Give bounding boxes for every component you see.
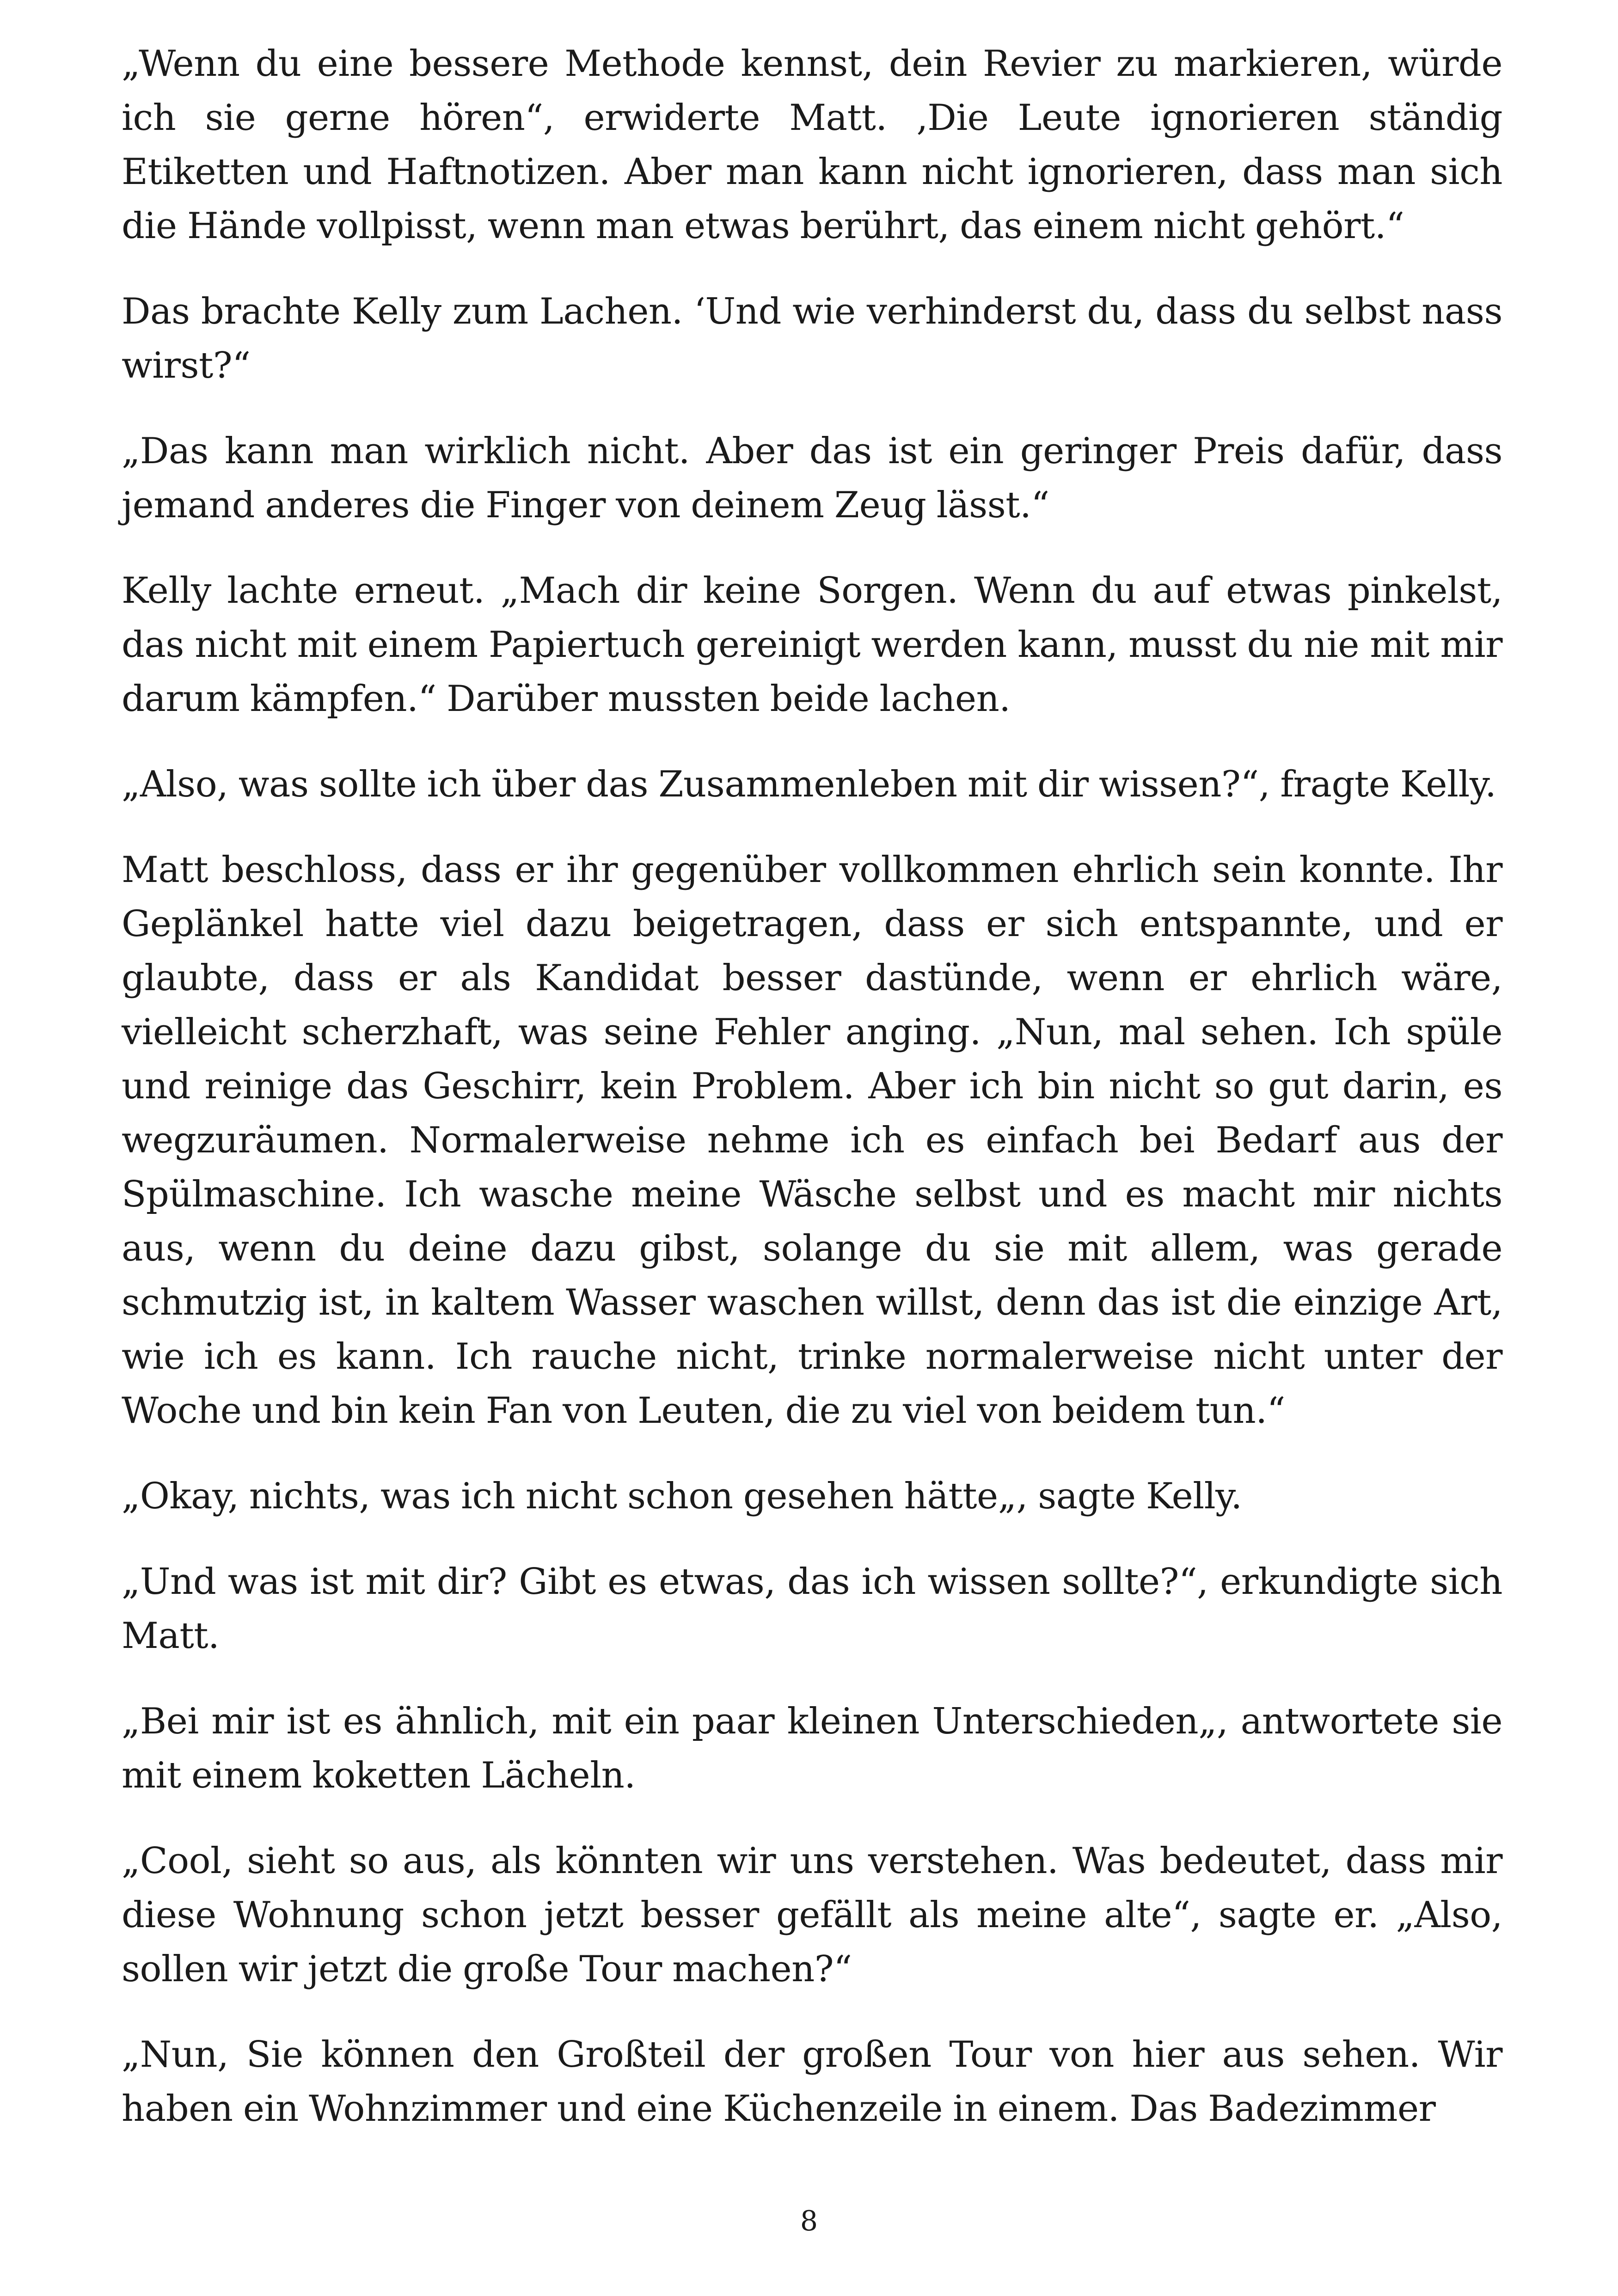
page-body [122,37,1502,2167]
paragraph-5: „Also, was sollte ich über das Zusammenleben mit dir wissen?“, fragte Kelly. [122,764,1496,805]
page-number: 8 [800,2205,818,2237]
paragraph-6: Matt beschloss, dass er ihr gegenüber vollkommen ehrlich sein konnte. Ihr Geplänkel hatte viel dazu beigetragen, dass er sich entspannte, und er glaubte, dass er als Kandidat besser dastünde, wenn er ehrlich wäre, vielleicht scherzhaft, was seine Fehler anging. „Nun, mal sehen. Ich spüle und reinige das Geschirr, kein Problem. Aber ich bin nicht so gut darin, es wegzuräumen. Normalerweise nehme ich es einfach bei Bedarf aus der Spülmaschine. Ich wasche meine Wäsche selbst und es macht mir nichts aus, wenn du deine dazu gibst, solange du sie mit allem, was gerade schmutzig ist, in kaltem Wasser waschen willst, denn das ist die einzige Art, wie ich es kann. Ich rauche nicht, trinke normalerweise nicht unter der Woche und bin kein Fan von Leuten, die zu viel von beidem tun.“ [122,849,1502,1432]
paragraph-1: „Wenn du eine bessere Methode kennst, dein Revier zu markieren, würde ich sie gerne hören“, erwiderte Matt. ‚Die Leute ignorieren ständig Etiketten und Haftnotizen. Aber man kann nicht ignorieren, dass man sich die Hände vollpisst, wenn man etwas berührt, das einem nicht gehört.“ [122,43,1502,247]
paragraph-9: „Bei mir ist es ähnlich, mit ein paar kleinen Unterschieden„, antwortete sie mit einem koketten Lächeln. [122,1701,1502,1796]
paragraph-2: Das brachte Kelly zum Lachen. ‘Und wie verhinderst du, dass du selbst nass wirst?“ [122,291,1502,386]
paragraph-8: „Und was ist mit dir? Gibt es etwas, das ich wissen sollte?“, erkundigte sich Matt. [122,1561,1502,1657]
paragraph-10: „Cool, sieht so aus, als könnten wir uns verstehen. Was bedeutet, dass mir diese Wohnung schon jetzt besser gefällt als meine alte“, sagte er. „Also, sollen wir jetzt die große Tour machen?“ [122,1840,1502,1990]
paragraph-7: „Okay, nichts, was ich nicht schon gesehen hätte„, sagte Kelly. [122,1476,1242,1517]
paragraph-4: Kelly lachte erneut. „Mach dir keine Sorgen. Wenn du auf etwas pinkelst, das nicht mit einem Papiertuch gereinigt werden kann, musst du nie mit mir darum kämpfen.“ Darüber mussten beide lachen. [122,570,1502,720]
paragraph-11: „Nun, Sie können den Großteil der großen Tour von hier aus sehen. Wir haben ein Wohnzimmer und eine Küchenzeile in einem. Das Badezimmer [122,2034,1502,2130]
paragraph-3: „Das kann man wirklich nicht. Aber das ist ein geringer Preis dafür, dass jemand anderes die Finger von deinem Zeug lässt.“ [122,430,1502,526]
